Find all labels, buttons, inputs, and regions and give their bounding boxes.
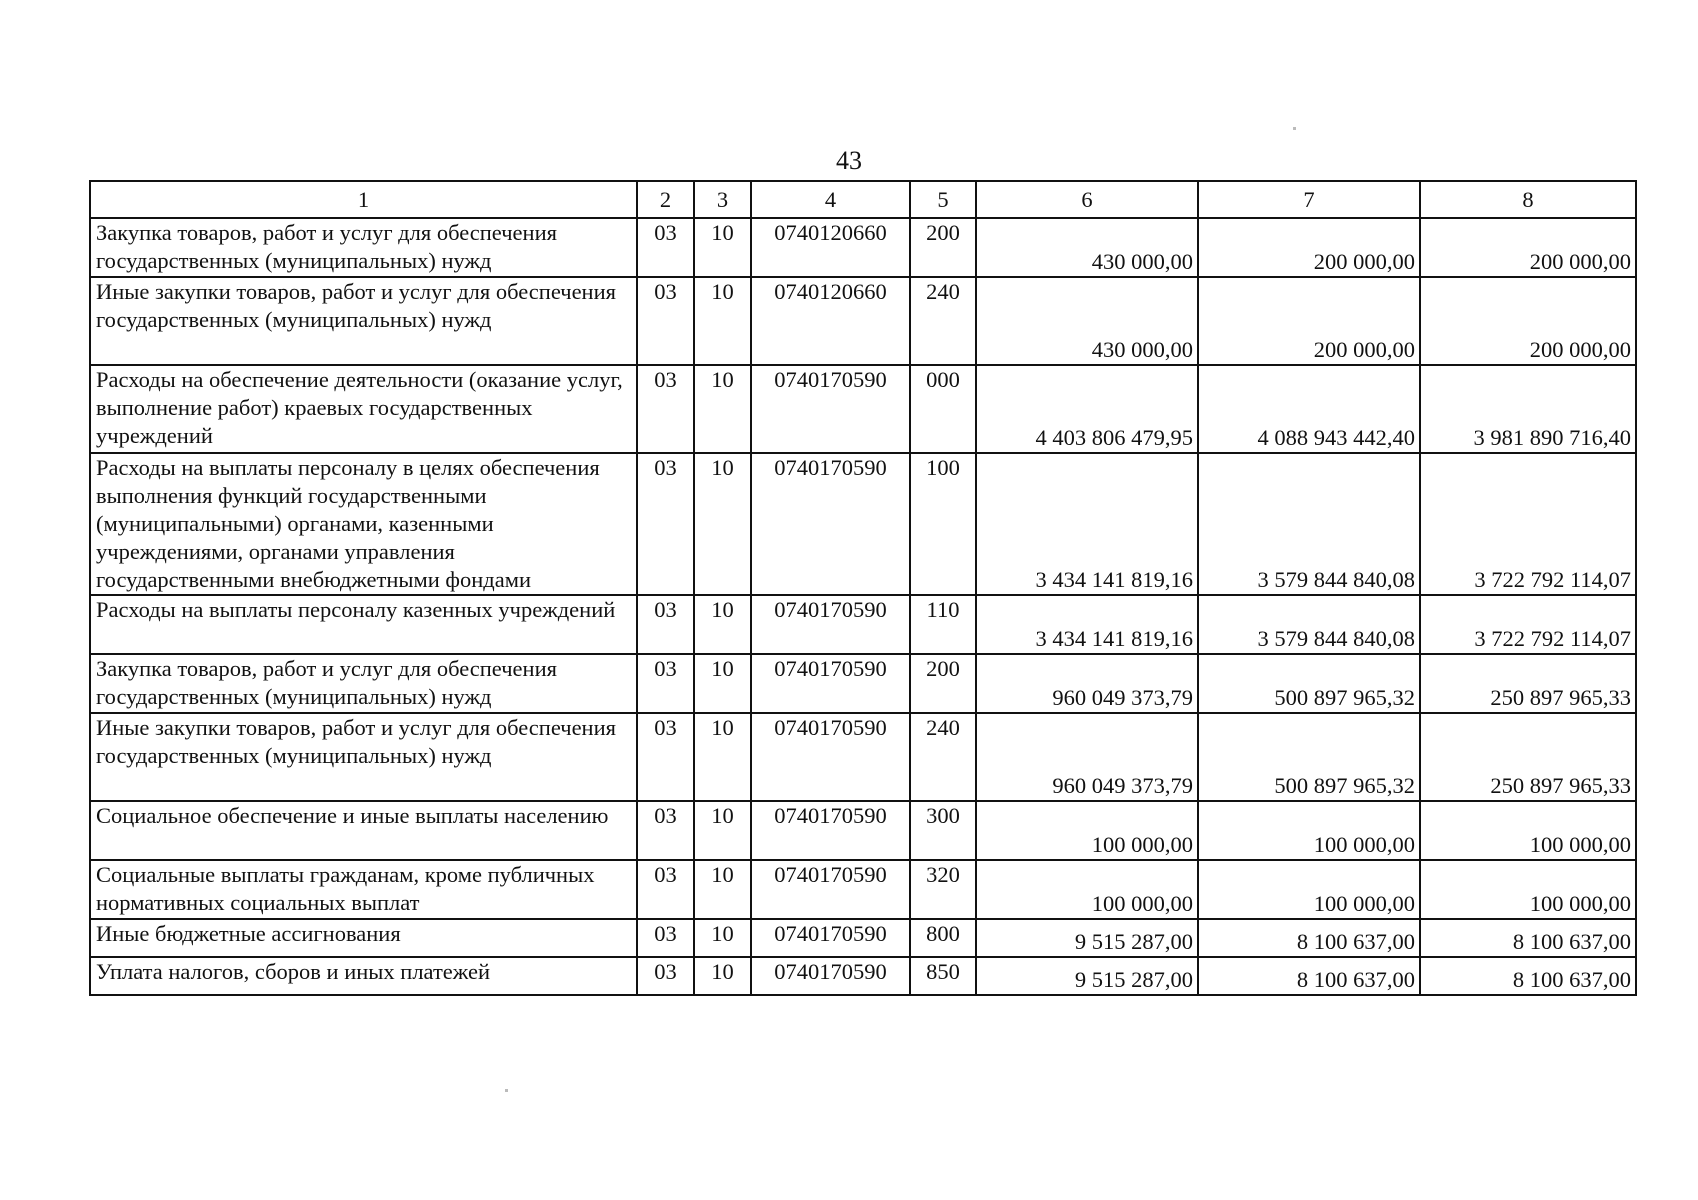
section-code-cell: 03 (637, 595, 694, 654)
target-article-cell: 0740170590 (751, 713, 910, 801)
amount-year2-cell: 8 100 637,00 (1198, 919, 1420, 957)
amount-year3-cell: 8 100 637,00 (1420, 919, 1636, 957)
budget-table (89, 180, 1637, 996)
amount-year2-cell: 200 000,00 (1198, 218, 1420, 277)
table-row (90, 860, 1636, 919)
table-row (90, 957, 1636, 995)
subsection-code-cell: 10 (694, 453, 751, 595)
amount-year3-cell: 250 897 965,33 (1420, 654, 1636, 713)
amount-year1-cell: 3 434 141 819,16 (976, 453, 1198, 595)
expense-kind-cell: 200 (910, 218, 976, 277)
row-name-cell: Расходы на выплаты персоналу казенных учреждений (90, 595, 637, 654)
header-row (90, 181, 1636, 218)
column-header: 3 (694, 181, 751, 218)
target-article-cell: 0740170590 (751, 919, 910, 957)
amount-year3-cell: 250 897 965,33 (1420, 713, 1636, 801)
amount-year1-cell: 4 403 806 479,95 (976, 365, 1198, 453)
column-header: 1 (90, 181, 637, 218)
row-name-cell: Социальные выплаты гражданам, кроме публичных нормативных социальных выплат (90, 860, 637, 919)
column-header: 5 (910, 181, 976, 218)
section-code-cell: 03 (637, 277, 694, 365)
amount-year1-cell: 430 000,00 (976, 277, 1198, 365)
column-header: 2 (637, 181, 694, 218)
target-article-cell: 0740170590 (751, 860, 910, 919)
column-header: 6 (976, 181, 1198, 218)
table-row (90, 453, 1636, 595)
amount-year2-cell: 500 897 965,32 (1198, 713, 1420, 801)
target-article-cell: 0740170590 (751, 453, 910, 595)
subsection-code-cell: 10 (694, 860, 751, 919)
amount-year1-cell: 100 000,00 (976, 860, 1198, 919)
section-code-cell: 03 (637, 957, 694, 995)
amount-year3-cell: 3 722 792 114,07 (1420, 453, 1636, 595)
table-row (90, 801, 1636, 860)
amount-year2-cell: 4 088 943 442,40 (1198, 365, 1420, 453)
expense-kind-cell: 240 (910, 713, 976, 801)
amount-year2-cell: 500 897 965,32 (1198, 654, 1420, 713)
subsection-code-cell: 10 (694, 713, 751, 801)
target-article-cell: 0740120660 (751, 277, 910, 365)
row-name-cell: Иные бюджетные ассигнования (90, 919, 637, 957)
amount-year1-cell: 9 515 287,00 (976, 919, 1198, 957)
amount-year1-cell: 960 049 373,79 (976, 654, 1198, 713)
amount-year1-cell: 430 000,00 (976, 218, 1198, 277)
amount-year3-cell: 8 100 637,00 (1420, 957, 1636, 995)
expense-kind-cell: 100 (910, 453, 976, 595)
column-header: 8 (1420, 181, 1636, 218)
amount-year2-cell: 3 579 844 840,08 (1198, 453, 1420, 595)
expense-kind-cell: 300 (910, 801, 976, 860)
section-code-cell: 03 (637, 713, 694, 801)
row-name-cell: Социальное обеспечение и иные выплаты населению (90, 801, 637, 860)
section-code-cell: 03 (637, 801, 694, 860)
section-code-cell: 03 (637, 919, 694, 957)
row-name-cell: Закупка товаров, работ и услуг для обеспечения государственных (муниципальных) нужд (90, 218, 637, 277)
subsection-code-cell: 10 (694, 957, 751, 995)
scan-speck (505, 1089, 508, 1092)
amount-year2-cell: 100 000,00 (1198, 860, 1420, 919)
expense-kind-cell: 800 (910, 919, 976, 957)
amount-year2-cell: 8 100 637,00 (1198, 957, 1420, 995)
row-name-cell: Иные закупки товаров, работ и услуг для обеспечения государственных (муниципальных) нужд (90, 713, 637, 801)
subsection-code-cell: 10 (694, 801, 751, 860)
amount-year3-cell: 200 000,00 (1420, 218, 1636, 277)
section-code-cell: 03 (637, 365, 694, 453)
amount-year1-cell: 960 049 373,79 (976, 713, 1198, 801)
row-name-cell: Расходы на обеспечение деятельности (оказание услуг, выполнение работ) краевых государственных учреждений (90, 365, 637, 453)
amount-year3-cell: 200 000,00 (1420, 277, 1636, 365)
amount-year1-cell: 9 515 287,00 (976, 957, 1198, 995)
subsection-code-cell: 10 (694, 277, 751, 365)
table-row (90, 595, 1636, 654)
target-article-cell: 0740170590 (751, 801, 910, 860)
subsection-code-cell: 10 (694, 919, 751, 957)
column-header: 7 (1198, 181, 1420, 218)
table-row (90, 365, 1636, 453)
target-article-cell: 0740170590 (751, 365, 910, 453)
target-article-cell: 0740170590 (751, 957, 910, 995)
table-row (90, 277, 1636, 365)
target-article-cell: 0740170590 (751, 654, 910, 713)
expense-kind-cell: 850 (910, 957, 976, 995)
table-row (90, 654, 1636, 713)
section-code-cell: 03 (637, 654, 694, 713)
expense-kind-cell: 240 (910, 277, 976, 365)
amount-year2-cell: 100 000,00 (1198, 801, 1420, 860)
expense-kind-cell: 200 (910, 654, 976, 713)
section-code-cell: 03 (637, 453, 694, 595)
amount-year1-cell: 3 434 141 819,16 (976, 595, 1198, 654)
row-name-cell: Иные закупки товаров, работ и услуг для обеспечения государственных (муниципальных) нужд (90, 277, 637, 365)
amount-year2-cell: 200 000,00 (1198, 277, 1420, 365)
amount-year2-cell: 3 579 844 840,08 (1198, 595, 1420, 654)
row-name-cell: Расходы на выплаты персоналу в целях обеспечения выполнения функций государственными (муниципальными) органами, казенными учреждениями, органами управления государственными внебюджетными фондами (90, 453, 637, 595)
scan-speck (1293, 127, 1296, 130)
amount-year3-cell: 3 981 890 716,40 (1420, 365, 1636, 453)
row-name-cell: Уплата налогов, сборов и иных платежей (90, 957, 637, 995)
expense-kind-cell: 110 (910, 595, 976, 654)
amount-year3-cell: 3 722 792 114,07 (1420, 595, 1636, 654)
target-article-cell: 0740120660 (751, 218, 910, 277)
table-row (90, 919, 1636, 957)
expense-kind-cell: 320 (910, 860, 976, 919)
table-row (90, 218, 1636, 277)
amount-year1-cell: 100 000,00 (976, 801, 1198, 860)
table-body (90, 181, 1636, 995)
subsection-code-cell: 10 (694, 595, 751, 654)
row-name-cell: Закупка товаров, работ и услуг для обеспечения государственных (муниципальных) нужд (90, 654, 637, 713)
target-article-cell: 0740170590 (751, 595, 910, 654)
expense-kind-cell: 000 (910, 365, 976, 453)
table-row (90, 713, 1636, 801)
subsection-code-cell: 10 (694, 218, 751, 277)
section-code-cell: 03 (637, 218, 694, 277)
amount-year3-cell: 100 000,00 (1420, 860, 1636, 919)
page-number: 43 (836, 146, 862, 175)
section-code-cell: 03 (637, 860, 694, 919)
column-header: 4 (751, 181, 910, 218)
amount-year3-cell: 100 000,00 (1420, 801, 1636, 860)
subsection-code-cell: 10 (694, 365, 751, 453)
subsection-code-cell: 10 (694, 654, 751, 713)
